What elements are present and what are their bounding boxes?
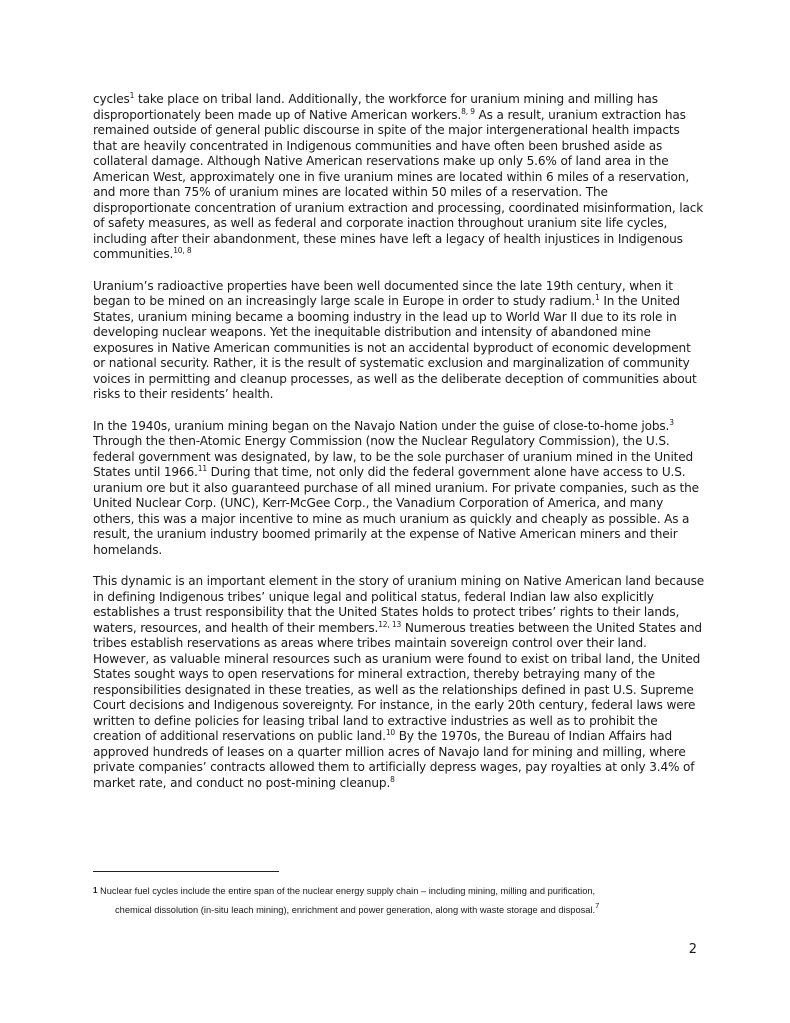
- paragraph-text: In the United States, uranium mining became a booming industry in the lead up to World War II due to its role in developing nuclear weapons. Yet the inequitable distribution and intensity of abandoned mine exposures in Native American communities is not an accidental byproduct of economic development or national security. Rather, it is the result of systematic exclusion and marginalization of community voices in permitting and cleanup processes, as well as the deliberate deception of communities about risks to their residents’ health.: [93, 294, 697, 401]
- paragraph-text: cycles: [93, 92, 130, 106]
- paragraph: [93, 279, 705, 403]
- citation-superscript: 12, 13: [378, 619, 402, 629]
- citation-superscript: 10, 8: [173, 246, 192, 255]
- paragraph-text: Uranium’s radioactive properties have been well documented since the late 19th century, when it began to be mined on an increasingly large scale in Europe in order to study radium.: [93, 278, 673, 308]
- paragraph-text: This dynamic is an important element in the story of uranium mining on Native American land because in defining Indigenous tribes’ unique legal and political status, federal Indian law also explicitly establishes a trust responsibility that the United States holds to protect tribes’ rights to their lands, waters, resources, and health of their members.: [93, 574, 705, 635]
- citation-superscript: 8, 9: [461, 106, 475, 116]
- footnote-text-2: chemical dissolution (in-situ leach mining), enrichment and power generation, along with waste storage and disposal.: [115, 905, 596, 915]
- citation-superscript: 11: [197, 464, 207, 473]
- paragraph-text: Numerous treaties between the United States and tribes establish reservations as areas where tribes maintain sovereign control over their land. However, as valuable mineral resources such as uranium were found to exist on tribal land, the United States sought ways to open reservations for mineral extraction, thereby betraying many of the responsibilities designated in these treaties, as well as the relationships defined in past U.S. Supreme Court decisions and Indigenous sovereignty. For instance, in the early 20th century, federal laws were written to define policies for leasing tribal land to extractive industries as well as to prohibit the creation of additional reservations on public land.: [93, 620, 702, 743]
- footnote-line-2: [93, 901, 705, 920]
- footnote-citation: 7: [595, 901, 600, 910]
- citation-superscript: 8: [390, 774, 395, 784]
- citation-superscript: 1: [129, 91, 135, 100]
- paragraph: [93, 92, 705, 263]
- footnote-number: 1: [93, 886, 98, 895]
- body-text: [93, 92, 705, 807]
- paragraph: [93, 419, 705, 559]
- citation-superscript: 10: [385, 728, 396, 737]
- paragraph-text: During that time, not only did the federal government alone have access to U.S. uranium ore but it also guaranteed purchase of all mined uranium. For private companies, such as the United Nuclear Corp. (UNC), Kerr-McGee Corp., the Vanadium Corporation of America, and many others, this was a major incentive to mine as much uranium as quickly and cheaply as possible. As a result, the uranium industry boomed primarily at the expense of Native American miners and their homelands.: [93, 465, 699, 557]
- footnote-divider: [93, 871, 279, 872]
- footnote-line-1: [93, 881, 705, 901]
- paragraph: [93, 574, 705, 791]
- paragraph-text: In the 1940s, uranium mining began on the Navajo Nation under the guise of close-to-home jobs.: [93, 418, 670, 433]
- paragraph-text: By the 1970s, the Bureau of Indian Affairs had approved hundreds of leases on a quarter million acres of Navajo land for mining and milling, where private companies’ contracts allowed them to artificially depress wages, pay royalties at only 3.4% of market rate, and conduct no post-mining cleanup.: [93, 729, 695, 790]
- paragraph-text: Through the then-Atomic Energy Commission (now the Nuclear Regulatory Commission), the U.S. federal government was designated, by law, to be the sole purchaser of uranium mined in the United States until 1966.: [93, 434, 694, 479]
- paragraph-text: take place on tribal land. Additionally, the workforce for uranium mining and milling has disproportionately been made up of Native American workers.: [93, 92, 658, 122]
- paragraph-text: As a result, uranium extraction has remained outside of general public discourse in spite of the major intergenerational health impacts that are heavily concentrated in Indigenous communities and have often been brushed aside as collateral damage. Although Native American reservations make up only 5.6% of land area in the American West, approximately one in five uranium mines are located within 6 miles of a reservation, and more than 75% of uranium mines are located within 50 miles of a reservation. The disproportionate concentration of uranium extraction and processing, coordinated misinformation, lack of safety measures, as well as federal and corporate inaction throughout uranium site life cycles, including after their abandonment, these mines have left a legacy of health injustices in Indigenous communities.: [93, 107, 704, 261]
- footnote-text-1: Nuclear fuel cycles include the entire span of the nuclear energy supply chain – including mining, milling and purification,: [97, 886, 596, 896]
- citation-superscript: 1: [595, 293, 600, 302]
- citation-superscript: 3: [669, 417, 674, 427]
- page-number: 2: [688, 942, 697, 957]
- footnote: [93, 881, 705, 920]
